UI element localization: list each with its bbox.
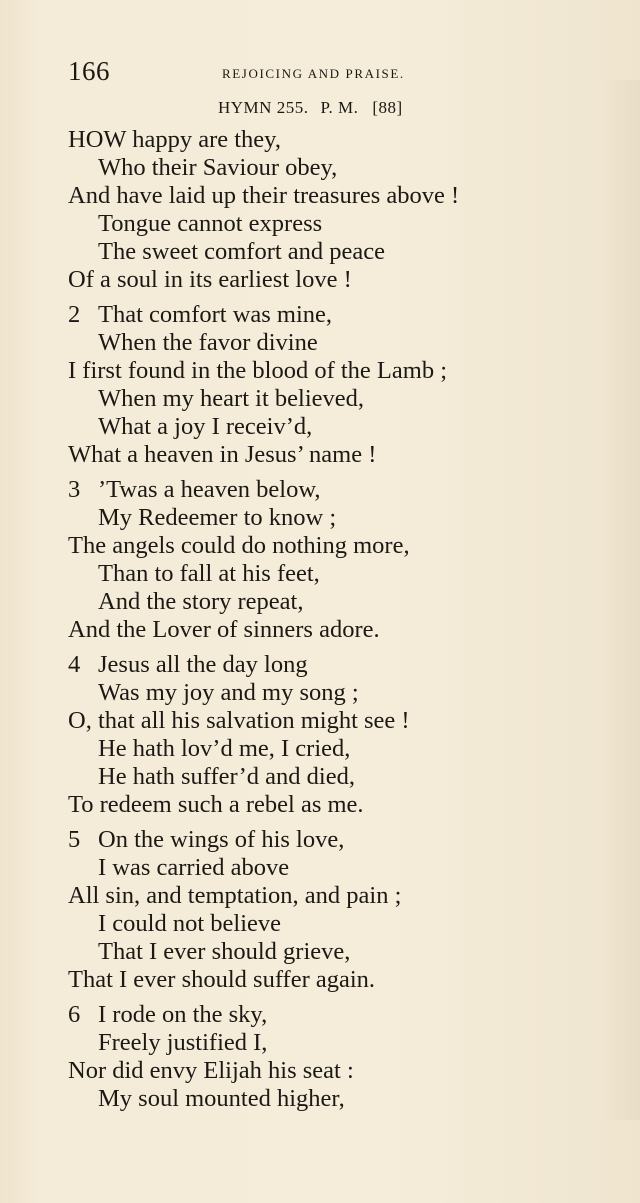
stanza-line: Than to fall at his feet,: [98, 560, 320, 587]
stanza-line: He hath suffer’d and died,: [98, 763, 355, 790]
stanza-line: [68, 826, 628, 854]
stanza-line-text: ’Twas a heaven below,: [98, 476, 321, 503]
hymn-tune-number: [88]: [372, 98, 403, 117]
stanza-2: [68, 301, 628, 469]
stanza-line: That I ever should grieve,: [98, 938, 351, 965]
stanza-line: The sweet comfort and peace: [98, 238, 386, 265]
page-number: 166: [68, 56, 110, 86]
stanza-line: And have laid up their treasures above !: [68, 182, 460, 209]
stanza-line: [68, 1001, 628, 1029]
hymn-meter: P. M.: [320, 98, 359, 117]
stanza-line-text: Jesus all the day long: [98, 651, 308, 678]
hymn-text: [68, 126, 628, 1120]
running-head: REJOICING AND PRAISE.: [222, 66, 405, 81]
stanza-line: What a joy I receiv’d,: [98, 413, 313, 440]
stanza-line: HOW happy are they,: [68, 126, 281, 153]
stanza-line: What a heaven in Jesus’ name !: [68, 441, 377, 468]
stanza-line: The angels could do nothing more,: [68, 532, 410, 559]
stanza-line: My soul mounted higher,: [98, 1085, 345, 1112]
stanza-6: [68, 1001, 628, 1113]
stanza-number: 5: [68, 826, 81, 853]
stanza-line: [68, 301, 628, 329]
stanza-line: He hath lov’d me, I cried,: [98, 735, 351, 762]
stanza-line: When the favor divine: [98, 329, 318, 356]
stanza-line-text: That comfort was mine,: [98, 301, 333, 328]
stanza-4: [68, 651, 628, 819]
stanza-line: My Redeemer to know ;: [98, 504, 337, 531]
stanza-line: That I ever should suffer again.: [68, 966, 376, 993]
stanza-line: And the story repeat,: [98, 588, 304, 615]
stanza-number: 3: [68, 476, 81, 503]
hymn-heading: [218, 98, 403, 118]
stanza-line: I was carried above: [98, 854, 290, 881]
stanza-number: 4: [68, 651, 81, 678]
stanza-line-text: On the wings of his love,: [98, 826, 345, 853]
stanza-line-text: I rode on the sky,: [98, 1001, 268, 1028]
stanza-line: All sin, and temptation, and pain ;: [68, 882, 402, 909]
stanza-line: Of a soul in its earliest love !: [68, 266, 352, 293]
stanza-5: [68, 826, 628, 994]
page-header: [68, 52, 468, 92]
stanza-line: I could not believe: [98, 910, 282, 937]
hymn-title: HYMN 255.: [218, 98, 309, 117]
stanza-line: When my heart it believed,: [98, 385, 364, 412]
stanza-1: [68, 126, 628, 294]
stanza-line: Who their Saviour obey,: [98, 154, 338, 181]
stanza-number: 2: [68, 301, 81, 328]
stanza-line: Tongue cannot express: [98, 210, 323, 237]
stanza-number: 6: [68, 1001, 81, 1028]
stanza-line: Was my joy and my song ;: [98, 679, 359, 706]
stanza-line: [68, 651, 628, 679]
stanza-line: O, that all his salvation might see !: [68, 707, 410, 734]
stanza-line: I first found in the blood of the Lamb ;: [68, 357, 447, 384]
stanza-line: Freely justified I,: [98, 1029, 268, 1056]
stanza-3: [68, 476, 628, 644]
stanza-line: Nor did envy Elijah his seat :: [68, 1057, 354, 1084]
stanza-line: To redeem such a rebel as me.: [68, 791, 364, 818]
stanza-line: And the Lover of sinners adore.: [68, 616, 380, 643]
stanza-line: [68, 476, 628, 504]
